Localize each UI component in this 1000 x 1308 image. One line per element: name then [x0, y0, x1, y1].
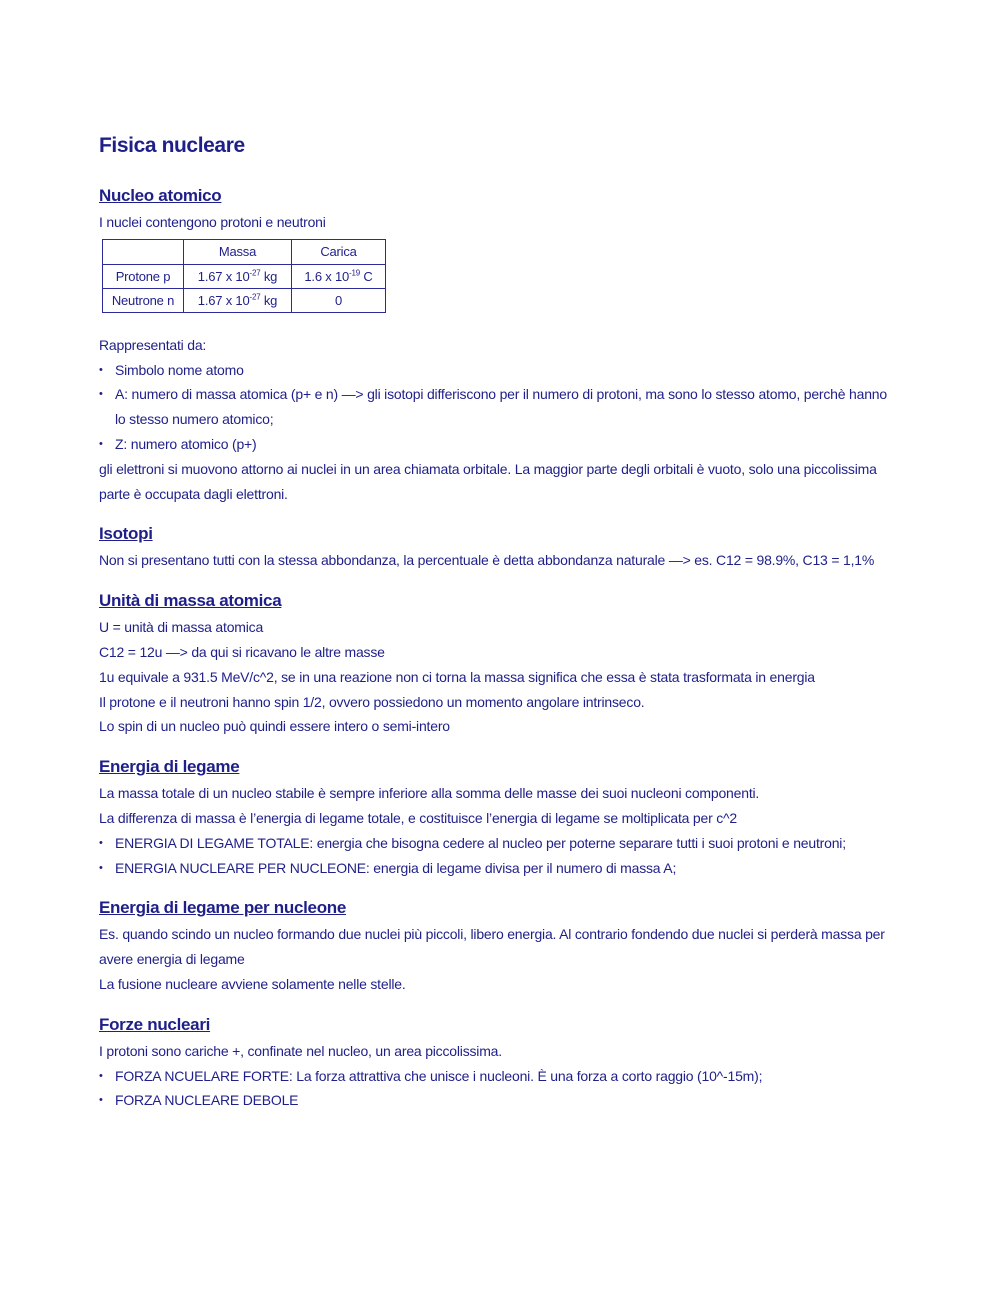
mass-exponent: -27 [249, 268, 261, 278]
paragraph: La differenza di massa è l’energia di legame totale, e costituisce l’energia di legame se moltiplicata per c^2 [99, 809, 738, 826]
mass-value: 1.67 x 10 [197, 268, 250, 284]
table-row [103, 264, 386, 288]
section-nucleo-atomico [99, 182, 899, 506]
list-item: • A: numero di massa atomica (p+ e n) —> gli isotopi differiscono per il numero di protoni, ma sono lo stesso atomo, perchè hanno lo stesso numero atomico; [99, 382, 899, 432]
bullet-list [99, 358, 899, 457]
section-energia-legame-nucleone [99, 894, 899, 996]
list-item: • FORZA NCUELARE FORTE: La forza attrattiva che unisce i nucleoni. È una forza a corto raggio (10^-15m); [99, 1064, 899, 1089]
table-cell [184, 264, 292, 288]
list-item: • FORZA NUCLEARE DEBOLE [99, 1088, 899, 1113]
paragraph: Es. quando scindo un nucleo formando due nuclei più piccoli, libero energia. Al contrario fondendo due nuclei si perderà massa per avere energia di legame [99, 926, 885, 968]
section-forze-nucleari [99, 1011, 899, 1113]
paragraph: Rappresentati da: [99, 336, 207, 353]
table-header-cell: Massa [184, 239, 292, 264]
paragraph: Non si presentano tutti con la stessa abbondanza, la percentuale è detta abbondanza naturale —> es. C12 = 98.9%, C13 = 1,1% [99, 552, 875, 569]
paragraph: La fusione nucleare avviene solamente nelle stelle. [99, 975, 406, 992]
table-header-cell [103, 239, 184, 264]
mass-value: 1.67 x 10 [197, 292, 250, 308]
section-heading: Energia di legame [99, 757, 240, 777]
charge-value: 1.6 x 10 [304, 268, 350, 284]
bullet-list [99, 831, 899, 881]
table-cell [184, 288, 292, 312]
section-heading: Forze nucleari [99, 1014, 211, 1034]
mass-unit: kg [260, 268, 278, 284]
paragraph: U = unità di massa atomica [99, 619, 264, 636]
list-item: • ENERGIA DI LEGAME TOTALE: energia che bisogna cedere al nucleo per poterne separare tutti i suoi protoni e neutroni; [99, 831, 899, 856]
paragraph: 1u equivale a 931.5 MeV/c^2, se in una reazione non ci torna la massa significa che essa è stata trasformata in energia [99, 668, 815, 685]
table-row [103, 288, 386, 312]
bullet-list [99, 1064, 899, 1114]
page-title: Fisica nucleare [99, 134, 245, 157]
table-cell: 0 [292, 288, 386, 312]
list-item: • Simbolo nome atomo [99, 358, 899, 383]
table-header-cell: Carica [292, 239, 386, 264]
list-item: • Z: numero atomico (p+) [99, 432, 899, 457]
table-cell: Protone p [103, 264, 184, 288]
paragraph: Lo spin di un nucleo può quindi essere intero o semi-intero [99, 718, 450, 735]
paragraph: gli elettroni si muovono attorno ai nuclei in un area chiamata orbitale. La maggior parte degli orbitali è vuoto, solo una piccolissima parte è occupata dagli elettroni. [99, 460, 877, 502]
section-isotopi [99, 520, 899, 573]
mass-unit: kg [260, 292, 278, 308]
section-energia-legame [99, 753, 899, 880]
charge-unit: C [360, 268, 373, 284]
section-heading: Nucleo atomico [99, 186, 222, 205]
section-heading: Isotopi [99, 524, 153, 544]
table-cell [292, 264, 386, 288]
table-cell: Neutrone n [103, 288, 184, 312]
section-heading: Energia di legame per nucleone [99, 898, 347, 918]
paragraph: La massa totale di un nucleo stabile è sempre inferiore alla somma delle masse dei suoi nucleoni componenti. [99, 785, 760, 802]
table-header-row [103, 239, 386, 264]
paragraph: I protoni sono cariche +, confinate nel nucleo, un area piccolissima. [99, 1042, 502, 1059]
document-page [99, 128, 899, 1113]
paragraph: I nuclei contengono protoni e neutroni [99, 214, 326, 230]
section-heading: Unità di massa atomica [99, 591, 282, 611]
paragraph: C12 = 12u —> da qui si ricavano le altre masse [99, 643, 385, 660]
section-unita-massa-atomica [99, 587, 899, 739]
paragraph: Il protone e il neutroni hanno spin 1/2, ovvero possiedono un momento angolare intrinseco. [99, 693, 645, 710]
list-item: • ENERGIA NUCLEARE PER NUCLEONE: energia di legame divisa per il numero di massa A; [99, 856, 899, 881]
charge-exponent: -19 [349, 268, 360, 278]
particles-table [102, 239, 386, 313]
mass-exponent: -27 [249, 292, 261, 302]
